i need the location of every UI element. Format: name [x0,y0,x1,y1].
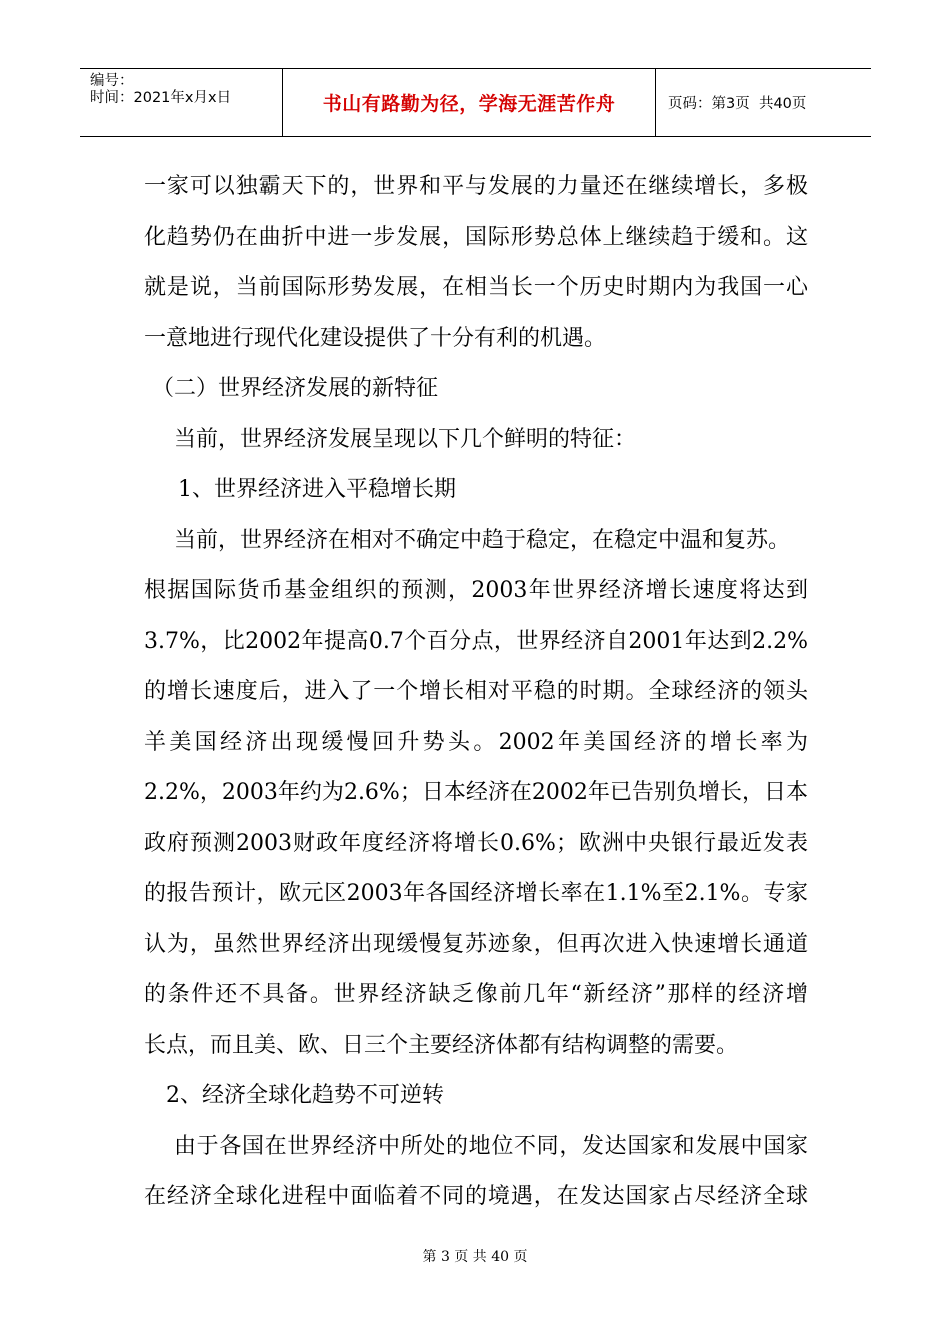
text-line: 根据国际货币基金组织的预测，2003年世界经济增长速度将达到 [144,578,808,603]
text-line: 当前，世界经济发展呈现以下几个鲜明的特征： [174,426,637,452]
text-line: （二）世界经济发展的新特征 [152,376,439,401]
text-line: 一意地进行现代化建设提供了十分有利的机遇。 [144,325,607,351]
text-line: 的条件还不具备。世界经济缺乏像前几年“新经济”那样的经济增 [144,982,808,1007]
header-page-number: 页码：第3页 共40页 [668,96,807,112]
header-meta [80,69,283,136]
text-line: 当前，世界经济在相对不确定中趋于稳定，在稳定中温和复苏。 [174,527,791,553]
text-line: 就是说，当前国际形势发展，在相当长一个历史时期内为我国一心 [144,275,808,300]
text-line: 2、经济全球化趋势不可逆转 [166,1083,444,1108]
text-line: 1、世界经济进入平稳增长期 [178,477,456,502]
page-footer: 第 3 页 共 40 页 [422,1249,528,1265]
page-header [80,68,871,137]
text-line: 的增长速度后，进入了一个增长相对平稳的时期。全球经济的领头 [144,679,808,704]
text-line: 长点，而且美、欧、日三个主要经济体都有结构调整的需要。 [144,1032,739,1058]
text-line: 的报告预计，欧元区2003年各国经济增长率在1.1%至2.1%。专家 [144,881,808,906]
text-line: 3.7%，比2002年提高0.7个百分点，世界经济自2001年达到2.2% [144,628,808,654]
text-line: 在经济全球化进程中面临着不同的境遇，在发达国家占尽经济全球 [144,1184,808,1209]
text-line: 化趋势仍在曲折中进一步发展，国际形势总体上继续趋于缓和。这 [144,224,808,250]
document-body [144,162,808,1223]
text-line: 由于各国在世界经济中所处的地位不同，发达国家和发展中国家 [174,1133,808,1159]
text-line: 2.2%，2003年约为2.6%；日本经济在2002年已告别负增长，日本 [144,780,808,805]
text-line: 认为，虽然世界经济出现缓慢复苏迹象，但再次进入快速增长通道 [144,931,808,957]
document-date: 时间：2021年x月x日 [90,90,232,106]
text-line: 羊美国经济出现缓慢回升势头。2002年美国经济的增长率为 [144,729,808,755]
document-number-label: 编号： [90,73,134,89]
header-page-info [656,69,871,136]
text-line: 政府预测2003财政年度经济将增长0.6%；欧洲中央银行最近发表 [144,830,808,856]
text-line: 一家可以独霸天下的，世界和平与发展的力量还在继续增长，多极 [144,174,808,199]
header-motto: 书山有路勤为径，学海无涯苦作舟 [283,69,656,136]
